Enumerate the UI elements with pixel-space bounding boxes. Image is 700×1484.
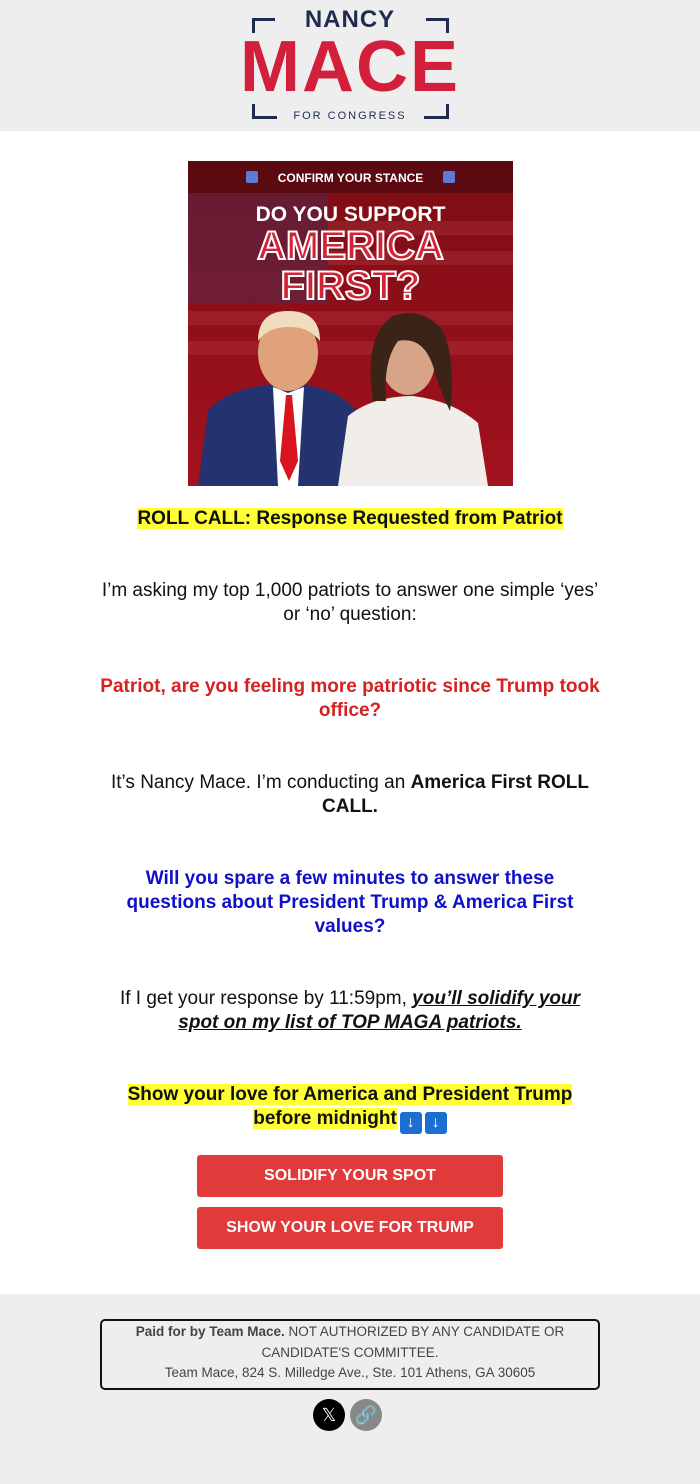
- paid-for-text: Paid for by Team Mace.: [135, 1324, 285, 1339]
- introduction-paragraph: [100, 771, 600, 819]
- hero-headline-line2: AMERICA: [257, 224, 444, 268]
- roll-call-text: ROLL CALL: Response Requested from Patriot: [137, 508, 563, 529]
- question-paragraph: Patriot, are you feeling more patriotic since Trump took office?: [100, 676, 600, 721]
- survey-request-paragraph: Will you spare a few minutes to answer these questions about President Trump & America First values?: [126, 868, 574, 937]
- call-to-action-text: Show your love for America and President Trump before midnight: [127, 1084, 573, 1129]
- introduction-emphasis: America First ROLL CALL.: [322, 772, 589, 817]
- deadline-emphasis-link[interactable]: you’ll solidify your spot on my list of TOP MAGA patriots.: [178, 988, 581, 1033]
- logo-first-name: NANCY: [304, 6, 396, 33]
- down-arrow-icon: ↓: [400, 1112, 422, 1134]
- logo-last-name: MACE: [240, 27, 460, 107]
- x-social-icon[interactable]: 𝕏: [313, 1399, 345, 1431]
- committee-address: Team Mace, 824 S. Milledge Ave., Ste. 101 Athens, GA 30605: [164, 1365, 536, 1380]
- roll-call-line: [100, 507, 600, 531]
- solidify-your-spot-button[interactable]: SOLIDIFY YOUR SPOT: [197, 1155, 503, 1197]
- link-icon[interactable]: 🔗: [350, 1399, 382, 1431]
- not-authorized-text: NOT AUTHORIZED BY ANY CANDIDATE OR CANDIDATE'S COMMITTEE.: [261, 1324, 565, 1360]
- email-header: [0, 0, 700, 131]
- hero-image[interactable]: [188, 161, 513, 486]
- hero-banner-text: CONFIRM YOUR STANCE: [277, 171, 424, 185]
- deadline-paragraph: [100, 987, 600, 1035]
- call-to-action-line: [100, 1083, 600, 1134]
- hero-headline-line1: DO YOU SUPPORT: [255, 203, 446, 226]
- introduction-text: It’s Nancy Mace. I’m conducting an: [110, 772, 411, 793]
- deadline-text: If I get your response by 11:59pm,: [119, 988, 413, 1009]
- show-your-love-button[interactable]: SHOW YOUR LOVE FOR TRUMP: [197, 1207, 503, 1249]
- email-footer: [0, 1294, 700, 1484]
- logo-tagline: FOR CONGRESS: [293, 110, 407, 122]
- down-arrow-icon: ↓: [425, 1112, 447, 1134]
- legal-disclaimer: [100, 1319, 600, 1390]
- hero-headline-line3: FIRST?: [280, 264, 421, 308]
- intro-paragraph: I’m asking my top 1,000 patriots to answer one simple ‘yes’ or ‘no’ question:: [101, 580, 599, 625]
